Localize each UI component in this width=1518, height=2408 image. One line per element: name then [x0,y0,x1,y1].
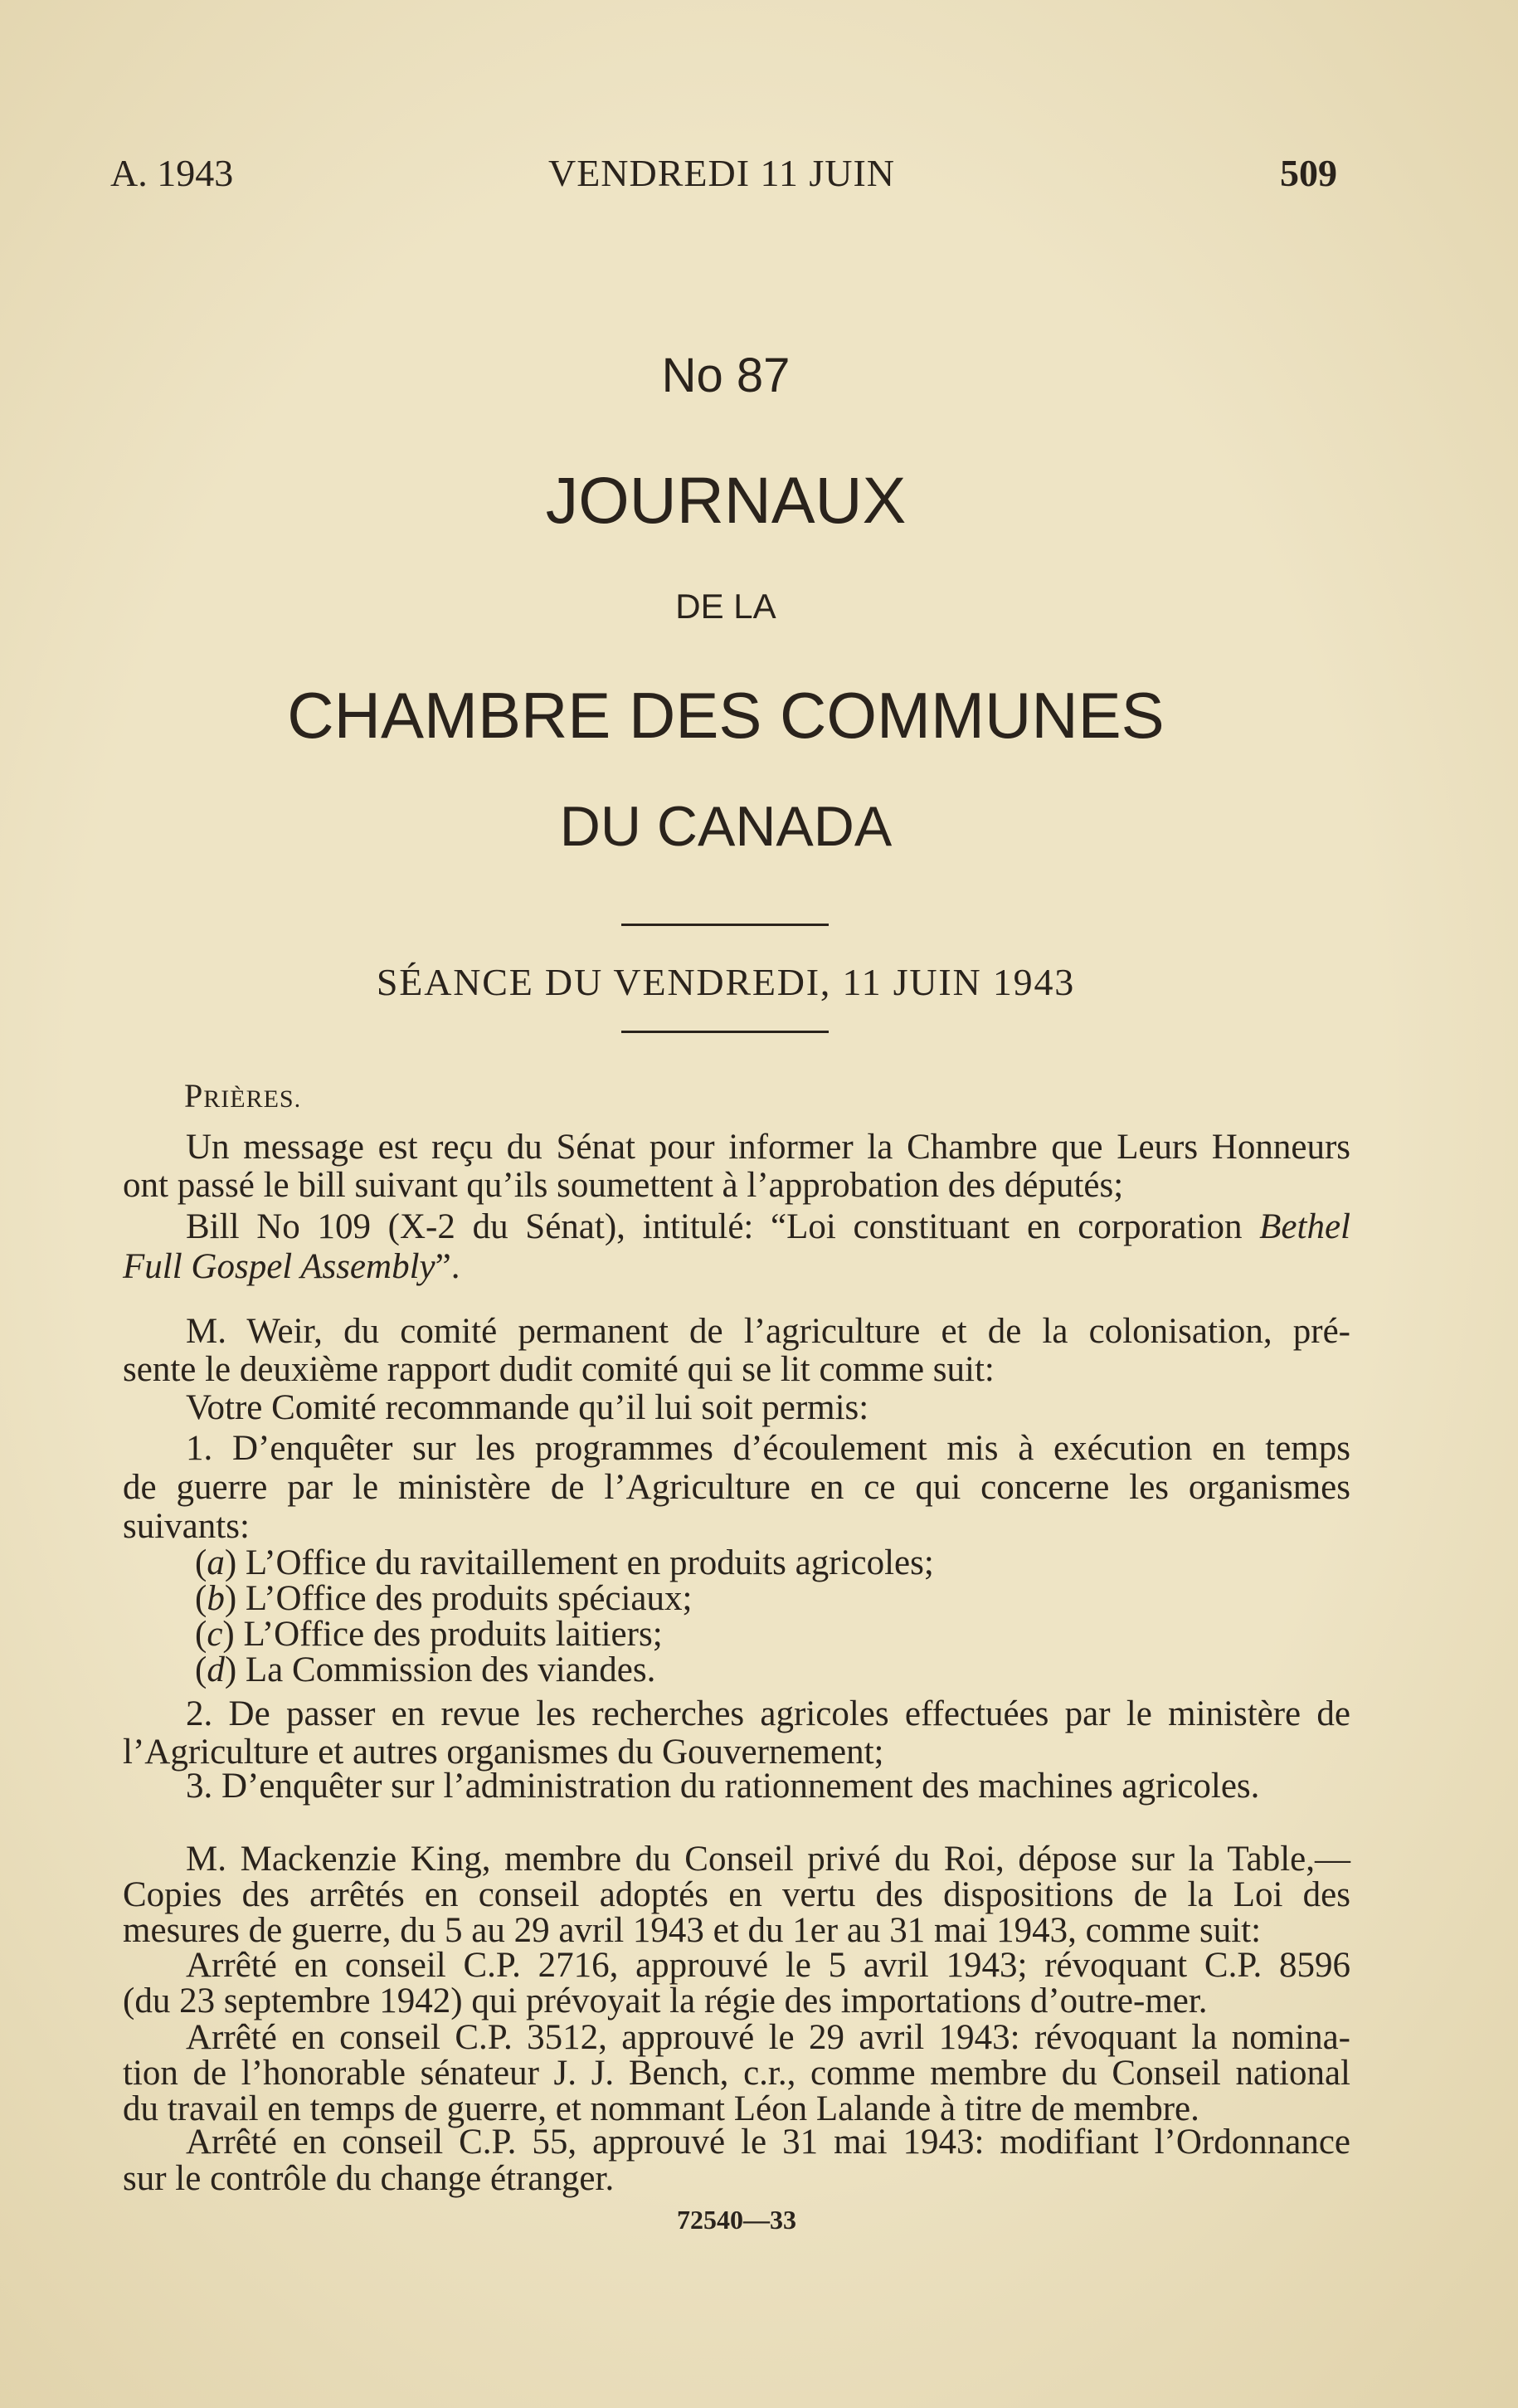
order-in-council-3512 [123,2020,1350,2127]
text-run: ”. [435,1247,460,1286]
text-line: 2. De passer en revue les recherches agricoles effectuées par le ministère de [186,1694,1350,1733]
chamber-name: CHAMBRE DES COMMUNES [287,679,1165,752]
text-run: ) L’Office du ravitaillement en produits agricoles; [224,1543,934,1582]
committee-report-paragraph [123,1313,1350,1389]
recommendation-paragraph [123,1389,1350,1427]
italic-text: d [207,1650,225,1689]
text-line: M. Mackenzie King, membre du Conseil privé du Roi, dépose sur la Table,— [186,1840,1350,1879]
text-line: Copies des arrêtés en conseil adoptés en vertu des dispositions de la Loi des [123,1875,1350,1914]
organism-list-item [123,1581,1350,1616]
text-line: de guerre par le ministère de l’Agriculture en ce qui concerne les organismes [123,1468,1350,1507]
running-header-date: VENDREDI 11 JUIN [547,152,896,194]
italic-text: c [207,1615,223,1654]
running-header-year: A. 1943 [110,152,234,194]
divider-rule-top [621,924,829,926]
divider-rule-bottom [621,1031,829,1033]
sitting-heading: SÉANCE DU VENDREDI, 11 JUIN 1943 [376,961,1076,1003]
organism-list-item [123,1616,1350,1652]
text-run: ( [195,1650,207,1689]
text-line [123,1247,1350,1287]
senate-message-paragraph [123,1128,1350,1205]
text-run: Bill No 109 (X-2 du Sénat), intitulé: “Loi constituant en corporation [186,1207,1260,1246]
text-line: Un message est reçu du Sénat pour informer la Chambre que Leurs Honneurs [186,1128,1350,1167]
text-line: mesures de guerre, du 5 au 29 avril 1943 et du 1er au 31 mai 1943, comme suit: [123,1911,1262,1950]
page-number: 509 [1280,152,1337,194]
journal-title: JOURNAUX [545,463,907,537]
text-run: ( [195,1579,207,1618]
text-line: tion de l’honorable sénateur J. J. Bench, c.r., comme membre du Conseil national [123,2054,1350,2093]
italic-text: Bethel [1259,1207,1350,1246]
text-line: ont passé le bill suivant qu’ils soumettent à l’approbation des députés; [123,1166,1124,1205]
text-line: sente le deuxième rapport dudit comité qui se lit comme suit: [123,1350,995,1389]
organism-list-item [123,1545,1350,1581]
text-line: 1. D’enquêter sur les programmes d’écoulement mis à exécution en temps [186,1429,1350,1468]
order-in-council-55 [123,2124,1350,2197]
text-line: suivants: [123,1507,250,1546]
tabled-papers-paragraph [123,1841,1350,1948]
recommendation-item-3 [123,1767,1350,1806]
text-line: Arrêté en conseil C.P. 2716, approuvé le 5 avril 1943; révoquant C.P. 8596 [186,1946,1350,1985]
prayers-heading: PRIÈRES. [184,1077,302,1114]
italic-text: a [207,1543,225,1582]
text-run: ( [195,1543,207,1582]
text-run: ) La Commission des viandes. [224,1650,656,1689]
recommendation-item-1 [123,1429,1350,1546]
text-line: sur le contrôle du change étranger. [123,2159,615,2198]
text-line: du travail en temps de guerre, et nommant Léon Lalande à titre de membre. [123,2089,1199,2128]
order-in-council-2716 [123,1947,1350,2019]
print-code: 72540—33 [677,2205,796,2235]
text-line: l’Agriculture et autres organismes du Gouvernement; [123,1733,884,1772]
journal-issue-number: No 87 [661,349,791,402]
text-line: Arrêté en conseil C.P. 3512, approuvé le 29 avril 1943: révoquant la nomina- [186,2018,1350,2057]
organisms-list [123,1545,1350,1688]
text-line: Arrêté en conseil C.P. 55, approuvé le 31 mai 1943: modifiant l’Ordonnance [186,2123,1350,2162]
bill-paragraph [123,1207,1350,1287]
organism-list-item [123,1652,1350,1688]
text-line: M. Weir, du comité permanent de l’agriculture et de la colonisation, pré- [186,1312,1350,1351]
text-line: 3. D’enquêter sur l’administration du rationnement des machines agricoles. [186,1767,1260,1806]
recommendation-item-2 [123,1695,1350,1772]
journal-title-connector: DE LA [675,587,776,626]
country-name: DU CANADA [559,795,893,858]
italic-text: b [207,1579,225,1618]
text-run: ( [195,1615,207,1654]
text-line: Votre Comité recommande qu’il lui soit permis: [186,1388,869,1427]
text-run: ) L’Office des produits spéciaux; [224,1579,693,1618]
text-line: (du 23 septembre 1942) qui prévoyait la régie des importations d’outre-mer. [123,1981,1208,2020]
text-line [123,1207,1350,1247]
italic-text: Full Gospel Assembly [123,1247,435,1286]
text-run: ) L’Office des produits laitiers; [222,1615,663,1654]
